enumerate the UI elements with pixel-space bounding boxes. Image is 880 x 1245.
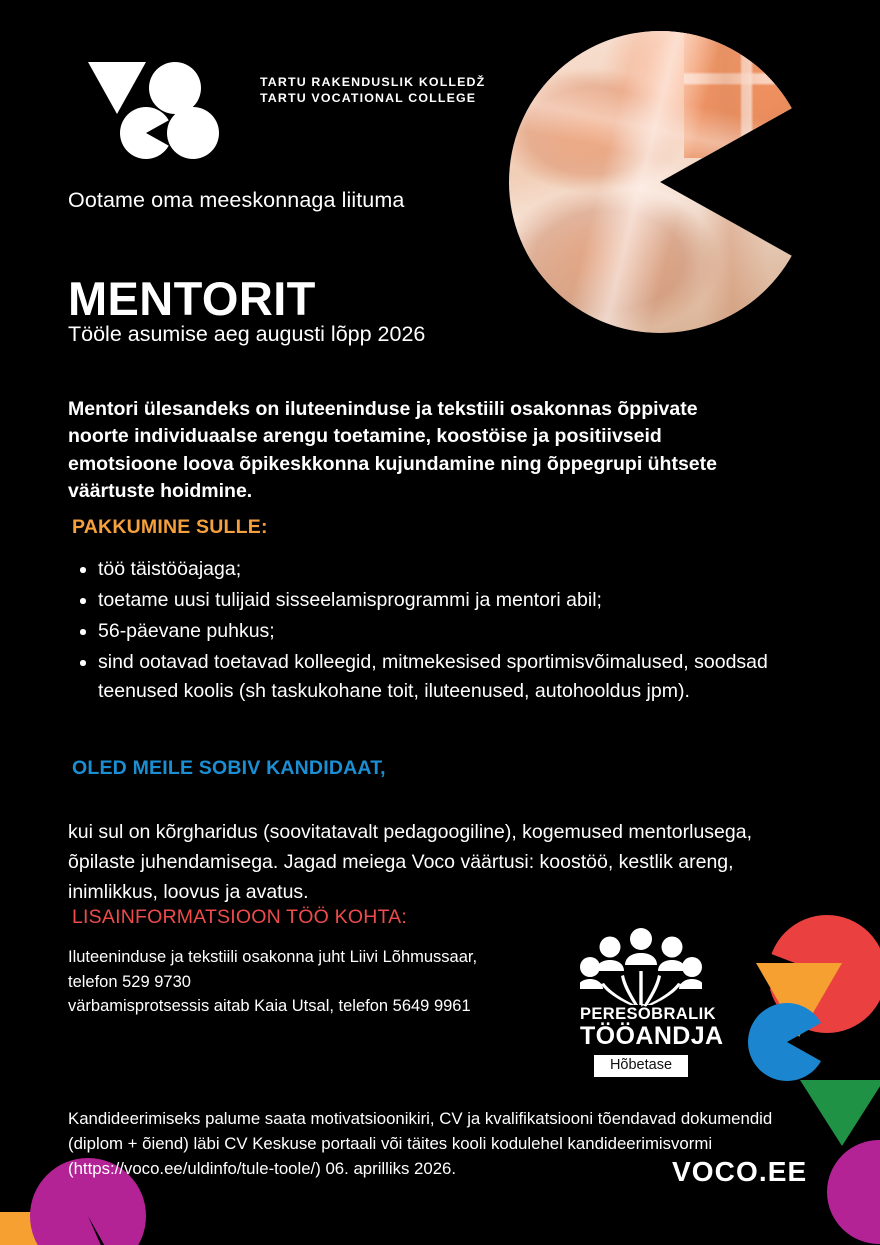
badge-line-two: TÖÖANDJA bbox=[580, 1022, 724, 1050]
kicker-text: Ootame oma meeskonnaga liituma bbox=[68, 188, 405, 212]
candidate-heading: OLED MEILE SOBIV KANDIDAAT, bbox=[72, 757, 386, 779]
list-item: 56-päevane puhkus; bbox=[98, 617, 828, 646]
list-item: toetame uusi tulijaid sisseelamisprogrammi ja mentori abil; bbox=[98, 586, 828, 615]
contact-info bbox=[68, 945, 573, 1019]
list-item: sind ootavad toetavad kolleegid, mitmekesised sportimisvõimalused, soodsad teenused koolis (sh taskukohane toit, iluteenused, autohooldus jpm). bbox=[98, 648, 828, 706]
logo-pacman-c-icon bbox=[120, 107, 172, 159]
logo-triangle-v-icon bbox=[88, 62, 146, 114]
contact-person-recruiter: värbamisprotsessis aitab Kaia Utsal, telefon 5649 9961 bbox=[68, 997, 471, 1015]
website-label: VOCO.EE bbox=[672, 1156, 808, 1187]
offer-list bbox=[68, 555, 828, 708]
application-instructions: Kandideerimiseks palume saata motivatsioonikiri, CV ja kvalifikatsiooni tõendavad dokumendid (diplom + õiend) läbi CV Keskuse portaali või täites kooli kodulehel kandideerimisvormi (https://voco.ee/uldinfo/tule-toole/) 06. aprilliks 2026. bbox=[68, 1108, 773, 1178]
hero-photo-tint bbox=[509, 31, 811, 333]
magenta-circle-shape-right bbox=[827, 1140, 880, 1244]
family-friendly-employer-badge bbox=[580, 925, 724, 1077]
contact-phone-primary: telefon 529 9730 bbox=[68, 972, 191, 991]
hero-photo bbox=[509, 31, 811, 333]
info-heading: LISAINFORMATSIOON TÖÖ KOHTA: bbox=[72, 906, 407, 928]
blue-pacman-shape bbox=[748, 1003, 826, 1081]
logo-circle-o2-icon bbox=[167, 107, 219, 159]
badge-line-one: PERESÕBRALIK bbox=[580, 1005, 716, 1023]
logo-wordmark bbox=[260, 74, 485, 106]
role-description: Mentori ülesandeks on iluteeninduse ja tekstiili osakonnas õppivate noorte individuaalse arengu toetamine, koostöise ja positiivseid emotsioone loova õpikeskkonna kujundamine ning õppegrupi ühtsete väärtuste hoidmine. bbox=[68, 397, 717, 502]
green-triangle-shape bbox=[800, 1080, 880, 1146]
offer-heading: PAKKUMINE SULLE: bbox=[72, 516, 268, 538]
badge-level-label: Hõbetase bbox=[594, 1055, 688, 1077]
page-title: MENTORIT bbox=[68, 272, 316, 326]
logo-wordmark-line-en: TARTU VOCATIONAL COLLEGE bbox=[260, 91, 477, 105]
candidate-requirements: kui sul on kõrgharidus (soovitatavalt pedagoogiline), kogemused mentorlusega, õpilaste juhendamisega. Jagad meiega Voco väärtusi: koostöö, kestlik areng, inimlikkus, loovus ja avatus. bbox=[68, 820, 752, 903]
voco-logo-marks bbox=[88, 60, 206, 158]
logo-wordmark-line-et: TARTU RAKENDUSLIK KOLLEDŽ bbox=[260, 75, 486, 89]
contact-person-primary: Iluteeninduse ja tekstiili osakonna juht Liivi Lõhmussaar, bbox=[68, 948, 478, 966]
voco-logo bbox=[88, 60, 486, 158]
start-date-text: Tööle asumise aeg augusti lõpp 2026 bbox=[68, 322, 426, 346]
family-tree-icon bbox=[580, 925, 702, 1005]
list-item: töö täistööajaga; bbox=[98, 555, 828, 584]
